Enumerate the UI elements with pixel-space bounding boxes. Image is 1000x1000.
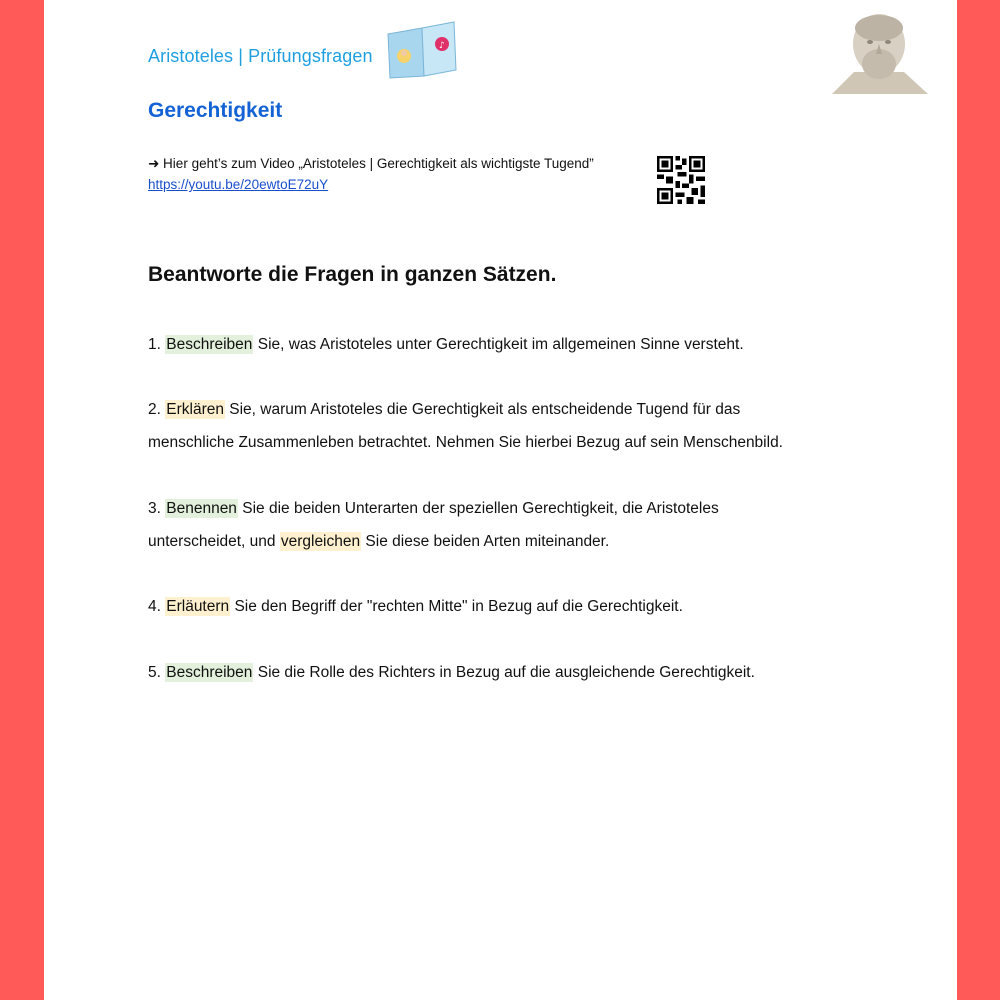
operator-verb: Benennen — [166, 500, 237, 517]
aristotle-bust-image — [824, 10, 934, 98]
operator-verb: Erläutern — [166, 598, 230, 615]
question-number: 3. — [148, 500, 161, 517]
qr-code-icon — [657, 156, 705, 204]
question-number: 2. — [148, 401, 161, 418]
question-text: Sie, warum Aristoteles die Gerechtigkeit als entscheidende Tugend für das — [224, 401, 741, 418]
question-number: 4. — [148, 598, 161, 615]
operator-verb: Beschreiben — [166, 664, 253, 681]
question-text: Sie den Begriff der "rechten Mitte" in Bezug auf die Gerechtigkeit. — [230, 598, 683, 615]
question-text-line-2: menschliche Zusammenleben betrachtet. Nehmen Sie hierbei Bezug auf sein Menschenbild. — [148, 434, 783, 451]
operator-verb: Beschreiben — [166, 336, 253, 353]
question-1 — [148, 328, 848, 361]
operator-verb: Erklären — [166, 401, 224, 418]
book-logo-icon — [384, 20, 458, 80]
question-3 — [148, 492, 848, 558]
video-link[interactable]: https://youtu.be/20ewtoE72uY — [148, 177, 329, 192]
svg-text:♪: ♪ — [439, 41, 445, 51]
worksheet-page — [44, 0, 957, 1000]
instruction-heading: Beantworte die Fragen in ganzen Sätzen. — [148, 263, 557, 286]
question-5 — [148, 656, 848, 689]
document-title: Gerechtigkeit — [148, 99, 283, 122]
operator-verb-2: vergleichen — [280, 533, 361, 550]
video-reference-text: ➜ Hier geht’s zum Video „Aristoteles | Gerechtigkeit als wichtigste Tugend” — [148, 156, 594, 171]
question-text: Sie die Rolle des Richters in Bezug auf die ausgleichende Gerechtigkeit. — [253, 664, 755, 681]
question-4 — [148, 590, 848, 623]
question-number: 1. — [148, 336, 161, 353]
question-text: Sie die beiden Unterarten der speziellen Gerechtigkeit, die Aristoteles — [237, 500, 719, 517]
header-title: Aristoteles | Prüfungsfragen — [148, 46, 373, 66]
question-text-line-2-end: Sie diese beiden Arten miteinander. — [361, 533, 610, 550]
question-number: 5. — [148, 664, 161, 681]
question-text-line-2: unterscheidet, und — [148, 533, 280, 550]
question-2 — [148, 393, 848, 459]
question-text: Sie, was Aristoteles unter Gerechtigkeit im allgemeinen Sinne versteht. — [253, 336, 744, 353]
